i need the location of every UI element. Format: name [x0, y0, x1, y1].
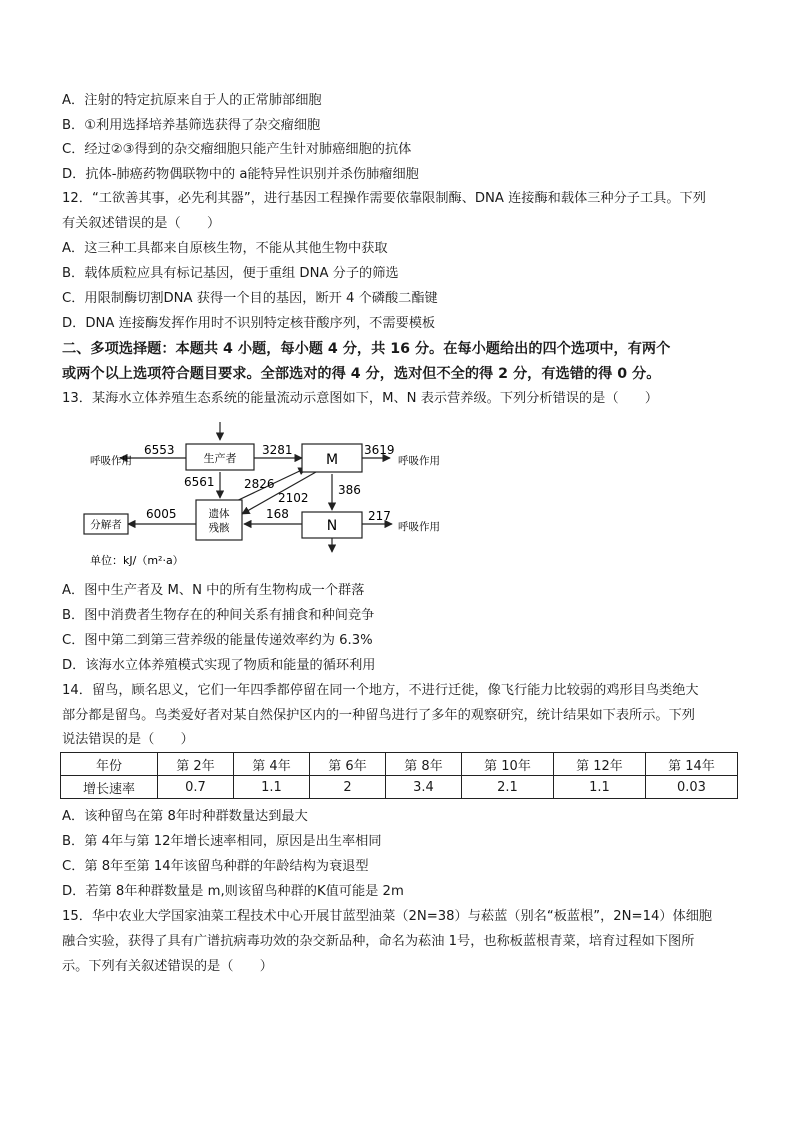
remains-label-1: 遗体 [208, 508, 230, 520]
table-year-cell: 第 14年 [645, 753, 737, 776]
value-6561: 6561 [184, 475, 215, 489]
q12-option-d: D．DNA 连接酶发挥作用时不识别特定核苷酸序列，不需要模板 [62, 316, 436, 331]
q15-stem-line2: 融合实验，获得了具有广谱抗病毒功效的杂交新品种，命名为菘油 1号，也称板蓝根青菜，培育过程如下图所 [62, 934, 695, 949]
q11-option-b: B．①利用选择培养基筛选获得了杂交瘤细胞 [62, 118, 321, 133]
q11-option-d: D．抗体-肺癌药物偶联物中的 a能特异性识别并杀伤肺瘤细胞 [62, 167, 419, 182]
respiration-label-producer: 呼吸作用 [90, 455, 132, 467]
q15-stem-line3: 示。下列有关叙述错误的是（ ） [62, 959, 273, 974]
q13-option-d: D．该海水立体养殖模式实现了物质和能量的循环利用 [62, 658, 376, 673]
q12-option-a: A．这三种工具都来自原核生物，不能从其他生物中获取 [62, 241, 388, 256]
value-3619: 3619 [364, 443, 395, 457]
m-label: M [325, 452, 339, 468]
table-year-cell: 第 4年 [234, 753, 310, 776]
value-6553: 6553 [144, 443, 175, 457]
value-386: 386 [338, 483, 361, 497]
table-year-cell: 第 2年 [158, 753, 234, 776]
q13-stem: 13．某海水立体养殖生态系统的能量流动示意图如下，M、N 表示营养级。下列分析错误的是（ ） [62, 391, 659, 406]
q14-option-d: D．若第 8年种群数量是 m,则该留鸟种群的K值可能是 2m [62, 884, 404, 899]
table-year-cell: 第 10年 [462, 753, 554, 776]
q14-option-a: A．该种留鸟在第 8年时种群数量达到最大 [62, 809, 308, 824]
q11-option-a: A．注射的特定抗原来自于人的正常肺部细胞 [62, 93, 322, 108]
table-rate-cell: 1.1 [234, 776, 310, 799]
q12-option-c: C．用限制酶切割DNA 获得一个目的基因，断开 4 个磷酸二酯键 [62, 291, 438, 306]
q14-stem-line3: 说法错误的是（ ） [62, 732, 194, 747]
respiration-label-m: 呼吸作用 [398, 455, 440, 467]
q13-option-a: A．图中生产者及 M、N 中的所有生物构成一个群落 [62, 583, 365, 598]
table-rate-label: 增长速率 [61, 776, 158, 799]
table-rate-cell: 0.7 [158, 776, 234, 799]
table-rate-cell: 0.03 [645, 776, 737, 799]
value-168: 168 [266, 507, 289, 521]
diagram-unit: 单位：kJ/（m²·a） [90, 554, 184, 567]
table-rate-row [61, 776, 738, 799]
q11-option-c: C．经过②③得到的杂交瘤细胞只能产生针对肺癌细胞的抗体 [62, 142, 412, 157]
table-rate-cell: 3.4 [386, 776, 462, 799]
q14-stem-line2: 部分都是留鸟。鸟类爱好者对某自然保护区内的一种留鸟进行了多年的观察研究，统计结果如下表所示。下列 [62, 708, 695, 723]
table-year-cell: 第 12年 [553, 753, 645, 776]
n-label: N [326, 518, 338, 534]
q14-option-b: B．第 4年与第 12年增长速率相同，原因是出生率相同 [62, 834, 382, 849]
table-header-row [61, 753, 738, 776]
q13-option-c: C．图中第二到第三营养级的能量传递效率约为 6.3% [62, 633, 373, 648]
respiration-label-n: 呼吸作用 [398, 521, 440, 533]
remains-box [196, 500, 242, 540]
producer-label: 生产者 [203, 452, 237, 465]
table-year-cell: 第 8年 [386, 753, 462, 776]
q12-stem-line1: 12．“工欲善其事，必先利其器”，进行基因工程操作需要依靠限制酶、DNA 连接酶和载体三种分子工具。下列 [62, 191, 706, 206]
table-year-cell: 第 6年 [310, 753, 386, 776]
section2-heading-line2: 或两个以上选项符合题目要求。全部选对的得 4 分，选对但不全的得 2 分，有选错的得 0 分。 [62, 366, 661, 382]
table-rate-cell: 2.1 [462, 776, 554, 799]
value-3281: 3281 [262, 443, 293, 457]
growth-rate-table [60, 752, 738, 799]
remains-label-2: 残骸 [208, 522, 230, 534]
q14-option-c: C．第 8年至第 14年该留鸟种群的年龄结构为衰退型 [62, 859, 369, 874]
value-6005: 6005 [146, 507, 177, 521]
value-2102: 2102 [278, 491, 309, 505]
table-header-label: 年份 [61, 753, 158, 776]
q13-option-b: B．图中消费者生物存在的种间关系有捕食和种间竞争 [62, 608, 375, 623]
energy-flow-diagram [80, 418, 460, 570]
q15-stem-line1: 15．华中农业大学国家油菜工程技术中心开展甘蓝型油菜（2N=38）与菘蓝（别名“板蓝根”，2N=14）体细胞 [62, 909, 713, 924]
q14-stem-line1: 14．留鸟，顾名思义，它们一年四季都停留在同一个地方，不进行迁徙，像飞行能力比较弱的鸡形目鸟类绝大 [62, 683, 699, 698]
section2-heading-line1: 二、多项选择题：本题共 4 小题，每小题 4 分，共 16 分。在每小题给出的四个选项中，有两个 [62, 341, 671, 357]
q12-option-b: B．载体质粒应具有标记基因，便于重组 DNA 分子的筛选 [62, 266, 399, 281]
table-rate-cell: 2 [310, 776, 386, 799]
table-rate-cell: 1.1 [553, 776, 645, 799]
decomposer-label: 分解者 [90, 519, 122, 531]
value-2826: 2826 [244, 477, 275, 491]
q12-stem-line2: 有关叙述错误的是（ ） [62, 216, 221, 231]
value-217: 217 [368, 509, 391, 523]
